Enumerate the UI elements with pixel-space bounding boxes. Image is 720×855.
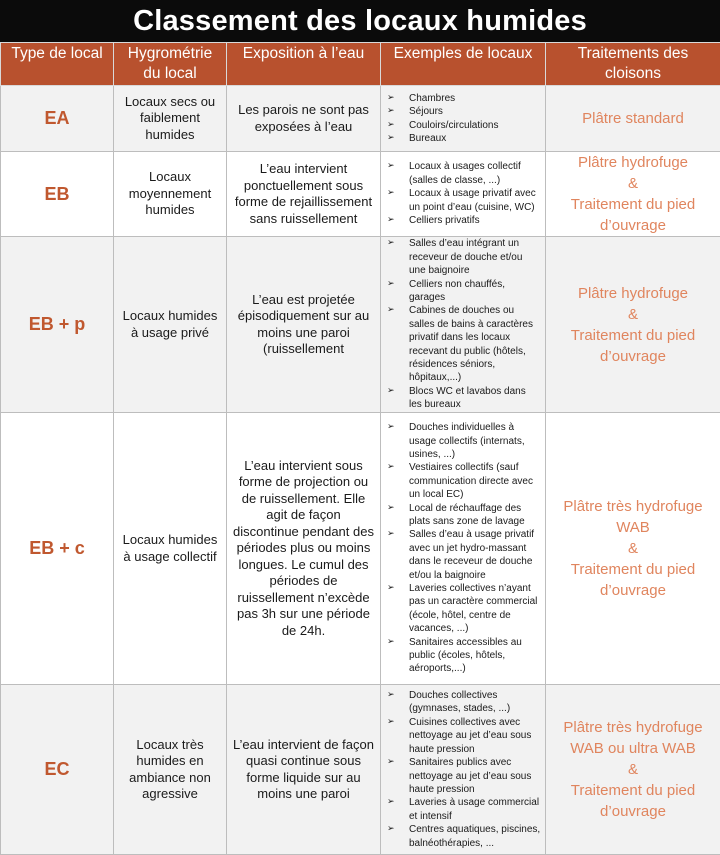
- header-exposition: Exposition à l’eau: [227, 43, 381, 86]
- exemples-cell: [381, 413, 546, 685]
- list-item: ➢ Locaux à usages collectif (salles de classe, ...): [385, 160, 541, 187]
- list-item: ➢ Douches collectives (gymnases, stades, ...): [385, 689, 541, 716]
- page-title: Classement des locaux humides: [0, 0, 720, 42]
- table-row: [1, 152, 720, 237]
- traitement-line: Plâtre très hydrofuge WAB: [563, 498, 703, 536]
- exemples-list: [385, 689, 541, 850]
- hygrometrie-cell: Locaux humides à usage privé: [114, 237, 227, 413]
- exemples-cell: [381, 237, 546, 413]
- traitement-cell: [546, 237, 720, 413]
- type-cell: EA: [1, 86, 114, 152]
- list-item: ➢ Salles d’eau intégrant un receveur de douche et/ou une baignoire: [385, 237, 541, 277]
- exposition-cell: L’eau intervient de façon quasi continue sous forme liquide sur au moins une paroi: [227, 685, 381, 855]
- list-item: ➢ Vestiaires collectifs (sauf communication directe avec un local EC): [385, 461, 541, 501]
- exemples-list: [385, 92, 541, 146]
- list-item: ➢ Laveries à usage commercial et intensif: [385, 796, 541, 823]
- header-exemples: Exemples de locaux: [381, 43, 546, 86]
- list-item: ➢ Laveries collectives n’ayant pas un caractère commercial (école, hôtel, centre de vacances, ...): [385, 582, 541, 636]
- list-item: ➢ Locaux à usage privatif avec un point d’eau (cuisine, WC): [385, 187, 541, 214]
- traitement-cell: [546, 413, 720, 685]
- traitement-ampersand: &: [627, 175, 638, 192]
- header-hygrometrie: Hygrométrie du local: [114, 43, 227, 86]
- traitement-ampersand: &: [627, 540, 638, 557]
- traitement-line: Plâtre hydrofuge: [577, 284, 689, 302]
- exposition-cell: L’eau intervient ponctuellement sous forme de rejaillissement sans ruissellement: [227, 152, 381, 237]
- traitement-cell: [546, 685, 720, 855]
- list-item: ➢ Celliers privatifs: [385, 214, 541, 227]
- list-item: ➢ Local de réchauffage des plats sans zone de lavage: [385, 502, 541, 529]
- traitement-line: Traitement du pied d’ouvrage: [570, 326, 696, 365]
- traitement-line: Plâtre très hydrofuge WAB ou ultra WAB: [563, 719, 703, 757]
- table-row: [1, 685, 720, 855]
- type-cell: EB: [1, 152, 114, 237]
- hygrometrie-cell: Locaux très humides en ambiance non agressive: [114, 685, 227, 855]
- list-item: ➢ Centres aquatiques, piscines, balnéothérapies, ...: [385, 823, 541, 850]
- table-row: [1, 86, 720, 152]
- exposition-cell: Les parois ne sont pas exposées à l’eau: [227, 86, 381, 152]
- exemples-cell: [381, 86, 546, 152]
- list-item: ➢ Couloirs/circulations: [385, 119, 541, 132]
- traitement-ampersand: &: [627, 305, 638, 323]
- header-traitements: Traitements des cloisons: [546, 43, 720, 86]
- list-item: ➢ Blocs WC et lavabos dans les bureaux: [385, 385, 541, 412]
- table-row: [1, 413, 720, 685]
- type-cell: EC: [1, 685, 114, 855]
- list-item: ➢ Chambres: [385, 92, 541, 105]
- traitement-line: Traitement du pied d’ouvrage: [570, 196, 696, 234]
- traitement-line: Plâtre standard: [582, 110, 684, 127]
- exemples-cell: [381, 152, 546, 237]
- traitement-ampersand: &: [627, 761, 638, 778]
- traitement-line: Traitement du pied d’ouvrage: [570, 561, 696, 599]
- hygrometrie-cell: Locaux humides à usage collectif: [114, 413, 227, 685]
- list-item: ➢ Douches individuelles à usage collectifs (internats, usines, ...): [385, 421, 541, 461]
- exemples-list: [385, 421, 541, 676]
- traitement-line: Traitement du pied d’ouvrage: [570, 782, 696, 820]
- classification-table: [0, 42, 720, 855]
- table-row: [1, 237, 720, 413]
- exemples-list: [385, 160, 541, 227]
- exemples-list: [385, 237, 541, 411]
- traitement-cell: [546, 86, 720, 152]
- traitement-cell: [546, 152, 720, 237]
- list-item: ➢ Salles d’eau à usage privatif avec un jet hydro-massant dans le receveur de douche et/ou la baignoire: [385, 528, 541, 582]
- list-item: ➢ Celliers non chauffés, garages: [385, 278, 541, 305]
- list-item: ➢ Cabines de douches ou salles de bains à caractères privatif dans les locaux recevant du public (hôtels, résidences séniors, hôpitaux,...): [385, 304, 541, 384]
- exemples-cell: [381, 685, 546, 855]
- traitement-line: Plâtre hydrofuge: [577, 154, 689, 171]
- hygrometrie-cell: Locaux secs ou faiblement humides: [114, 86, 227, 152]
- type-cell: EB + c: [1, 413, 114, 685]
- list-item: ➢ Sanitaires publics avec nettoyage au jet d’eau sous haute pression: [385, 756, 541, 796]
- header-row: [1, 43, 720, 86]
- exposition-cell: L’eau est projetée épisodiquement sur au moins une paroi (ruissellement: [227, 237, 381, 413]
- list-item: ➢ Sanitaires accessibles au public (écoles, hôtels, aéroports,...): [385, 636, 541, 676]
- list-item: ➢ Bureaux: [385, 132, 541, 145]
- list-item: ➢ Cuisines collectives avec nettoyage au jet d’eau sous haute pression: [385, 716, 541, 756]
- hygrometrie-cell: Locaux moyennement humides: [114, 152, 227, 237]
- type-cell: EB + p: [1, 237, 114, 413]
- header-type: Type de local: [1, 43, 114, 86]
- list-item: ➢ Séjours: [385, 105, 541, 118]
- exposition-cell: L’eau intervient sous forme de projection ou de ruissellement. Elle agit de façon discontinue pendant des périodes plus ou moins longues. Le cumul des périodes de ruissellement n’excède pas 3h sur une période de 24h.: [227, 413, 381, 685]
